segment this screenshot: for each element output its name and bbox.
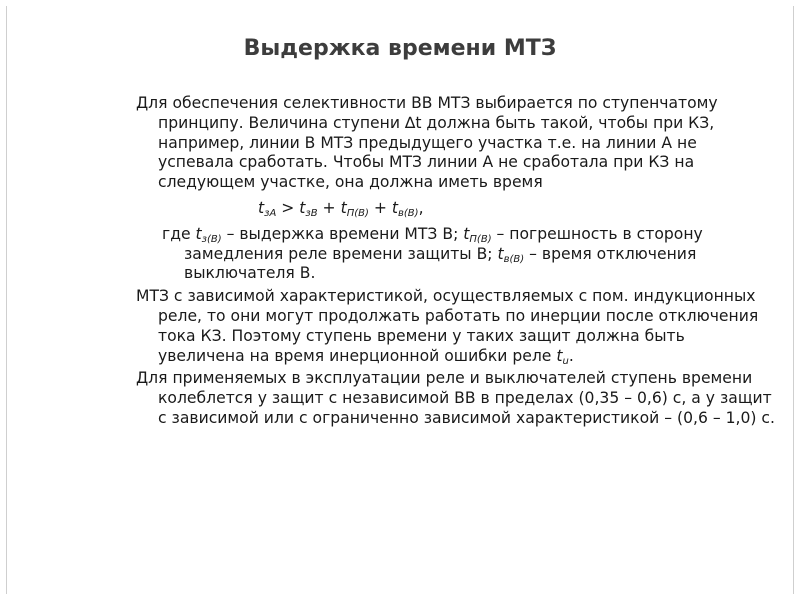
paragraph-step-range: Для применяемых в эксплуатации реле и выключателей ступень времени колеблется у защит с независимой ВВ в пределах (0,35 – 0,6) с, а у защит с зависимой или с ограниченно зависимой характеристикой – (0,6 – 1,0) с. <box>136 369 775 427</box>
formula-sub-zA: зА <box>264 207 277 219</box>
formula-end: , <box>418 198 424 217</box>
para2-t: t <box>556 346 563 365</box>
slide-frame-left <box>6 6 11 594</box>
formula-t3: t <box>340 198 347 217</box>
formula-t2: t <box>299 198 306 217</box>
legend-prefix: где <box>162 224 196 243</box>
para2-sub: u <box>562 355 569 367</box>
legend-sub1: з(В) <box>201 233 222 245</box>
legend-t3: t <box>497 244 504 263</box>
formula-gt: > <box>276 198 300 217</box>
formula-sub-zB: зВ <box>305 207 318 219</box>
formula-sub-vB: в(В) <box>398 207 419 219</box>
para2-text: МТЗ с зависимой характеристикой, осуществляемых с пом. индукционных реле, то они могут продолжать работать по инерции после отключения тока КЗ. Поэтому ступень времени у таких защит должна быть увеличена на время инерционной ошибки реле <box>136 287 759 365</box>
slide-frame-right <box>789 6 794 594</box>
paragraph-dependent-characteristic <box>136 287 776 366</box>
para2-end: . <box>568 346 574 365</box>
legend-sub2: П(В) <box>469 233 492 245</box>
formula-t4: t <box>391 198 398 217</box>
formula-plus1: + <box>317 198 341 217</box>
legend-text3: – время отключения выключателя В. <box>184 244 697 283</box>
legend-text1: – выдержка времени МТЗ В; <box>221 224 464 243</box>
time-delay-formula <box>136 199 776 219</box>
formula-plus2: + <box>368 198 392 217</box>
formula-sub-PB: П(В) <box>346 207 369 219</box>
legend-text2: – погрешность в сторону замедления реле времени защиты В; <box>184 224 703 263</box>
legend-t2: t <box>463 224 470 243</box>
legend-t1: t <box>195 224 202 243</box>
slide-title: Выдержка времени МТЗ <box>243 36 557 61</box>
slide-body <box>136 94 776 429</box>
paragraph-selectivity: Для обеспечения селективности ВВ МТЗ выбирается по ступенчатому принципу. Величина ступени ∆t должна быть такой, чтобы при КЗ, например, линии В МТЗ предыдущего участка т.е. на линии А не успевала сработать. Чтобы МТЗ линии А не сработала при КЗ на следующем участке, она должна иметь время <box>136 94 718 192</box>
formula-t1: t <box>258 198 265 217</box>
legend-sub3: в(В) <box>503 253 525 265</box>
formula-legend <box>136 225 776 284</box>
